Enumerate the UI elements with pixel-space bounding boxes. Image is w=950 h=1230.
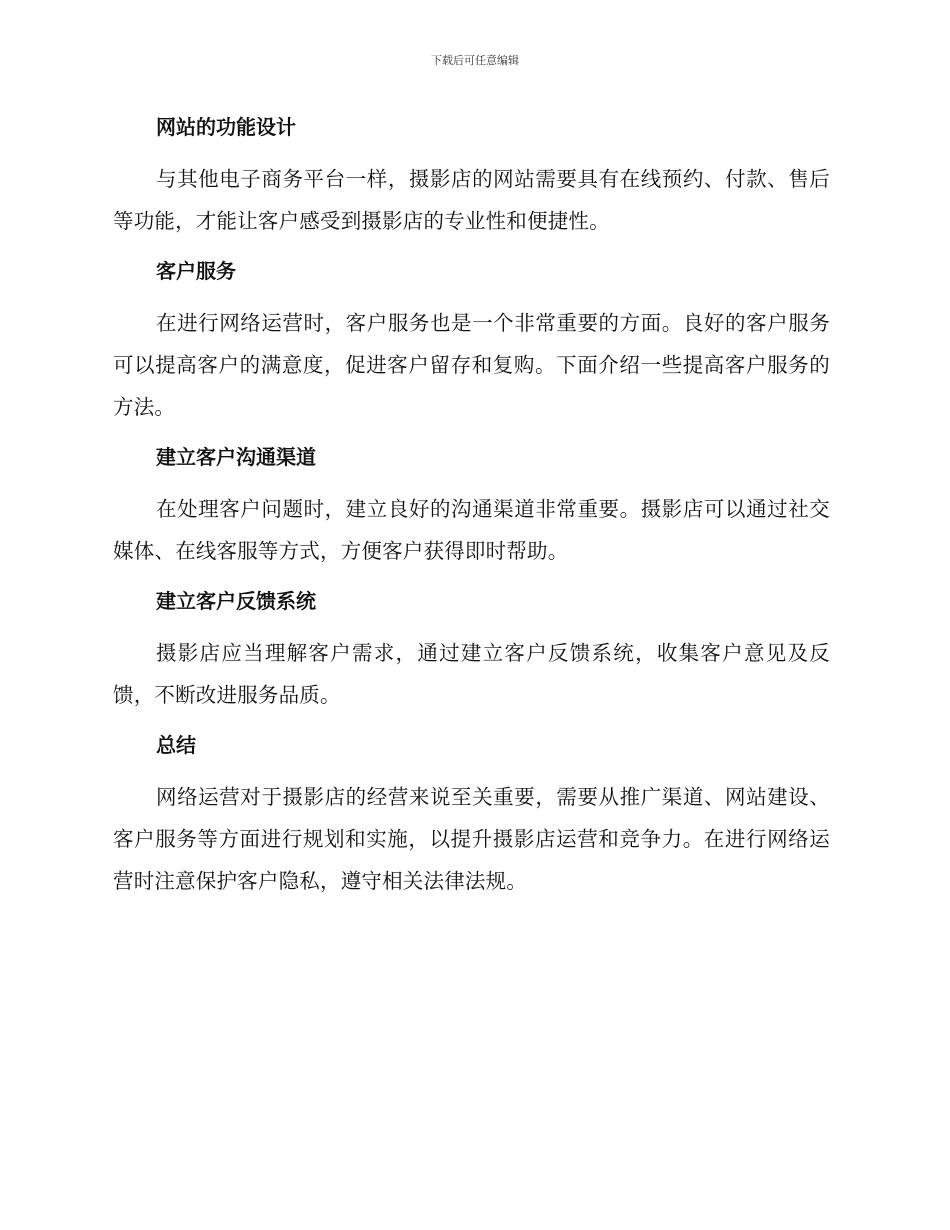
paragraph-communication-channels: 在处理客户问题时，建立良好的沟通渠道非常重要。摄影店可以通过社交媒体、在线客服等方式，方便客户获得即时帮助。 bbox=[113, 497, 830, 563]
section-heading-website-features: 网站的功能设计 bbox=[156, 115, 296, 139]
section-heading-feedback-system: 建立客户反馈系统 bbox=[156, 589, 316, 613]
paragraph-summary: 网络运营对于摄影店的经营来说至关重要，需要从推广渠道、网站建设、客户服务等方面进行规划和实施，以提升摄影店运营和竞争力。在进行网络运营时注意保护客户隐私，遵守相关法律法规。 bbox=[113, 785, 830, 893]
section-heading-summary: 总结 bbox=[156, 733, 196, 757]
section-heading-communication-channels: 建立客户沟通渠道 bbox=[156, 445, 316, 469]
paragraph-feedback-system: 摄影店应当理解客户需求，通过建立客户反馈系统，收集客户意见及反馈，不断改进服务品质。 bbox=[113, 641, 830, 707]
paragraph-website-features: 与其他电子商务平台一样，摄影店的网站需要具有在线预约、付款、售后等功能，才能让客户感受到摄影店的专业性和便捷性。 bbox=[113, 167, 830, 233]
paragraph-customer-service: 在进行网络运营时，客户服务也是一个非常重要的方面。良好的客户服务可以提高客户的满意度，促进客户留存和复购。下面介绍一些提高客户服务的方法。 bbox=[113, 311, 830, 419]
page-header-note: 下载后可任意编辑 bbox=[431, 54, 519, 67]
section-heading-customer-service: 客户服务 bbox=[156, 259, 236, 283]
document-body bbox=[113, 112, 830, 916]
